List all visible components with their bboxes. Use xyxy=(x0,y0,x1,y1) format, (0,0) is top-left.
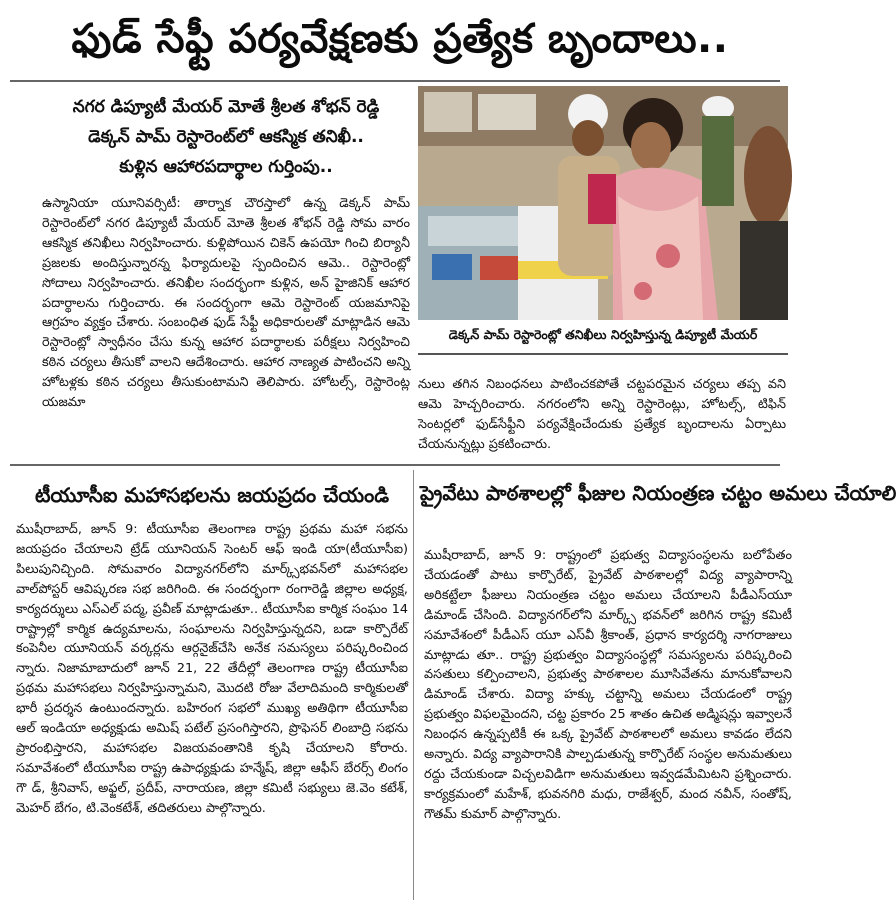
article2-body: ముషీరాబాద్, జూన్ 9: టీయూసీఐ తెలంగాణ రాష్ట్ర ప్రథమ మహా సభను జయప్రదం చేయాలని ట్రేడ్ యూనియన్ సెంటర్ ఆఫ్ ఇండి యా(టీయూసీఐ) పిలుపునిచ్చింది. సోమవారం విద్యానగర్‌లోని మార్క్స్‌భవన్‌లో మహాసభల వాల్‌పోస్టర్ ఆవిష్కరణ సభ జరిగింది. ఈ సందర్భంగా రంగారెడ్డి జిల్లాల అధ్యక్ష, కార్యదర్శులు ఎస్‌ఎల్ పద్మ, ప్రవీణ్ మాట్లాడుతూ.. టీయూసీఐ కార్మిక సంఘం 14 రాష్ట్రాల్లో కార్మిక ఉద్యమాలను, సంఘాలను నిర్వహిస్తున్నదని, బడా కార్పొరేట్ కంపెనీల యూనియన్ వర్కర్లను ఆర్గనైజ్‌చేసి అనేక సమస్యలు పరిష్కరించింద న్నారు. నిజామాబాదులో జూన్ 21, 22 తేదీల్లో తెలంగాణ రాష్ట్ర టీయూసీఐ ప్రథమ మహాసభలు నిర్వహిస్తున్నామని, మొదటి రోజు వేలాదిమంది కార్మికులతో భారీ ప్రదర్శన ఉంటుందన్నారు. బహిరంగ సభలో ముఖ్య అతిథిగా టీయూసీఐ ఆల్ ఇండియా అధ్యక్షుడు అమిష్ పటేల్ ప్రసంగిస్తారని, ప్రొఫెసర్ లింబాద్రి సభను ప్రారంభిస్తారని, మహాసభల విజయవంతానికి కృషి చేయాలని కోరారు. సమావేశంలో టీయూసీఐ రాష్ట్ర ఉపాధ్యక్షుడు హన్మేష్, జిల్లా ఆఫీస్ బేరర్స్ లింగం గౌ డ్, శ్రీనివాస్, అఫ్జల్, ప్రదీప్, నారాయణ, జిల్లా కమిటీ సభ్యులు జె.వెం కటేశ్, మెహర్ బేగం, టి.వెంకటేశ్, తదితరులు పాల్గొన్నారు. xyxy=(16,522,408,816)
photo-caption: డెక్కన్ పామ్ రెస్టారెంట్లో తనిఖీలు నిర్వహిస్తున్న డిప్యూటీ మేయర్ xyxy=(448,327,758,342)
column-divider xyxy=(413,470,414,900)
headline: ఫుడ్ సేఫ్టీ పర్యవేక్షణకు ప్రత్యేక బృందాలు.. xyxy=(71,16,729,62)
lead-body: ఉస్మానియా యూనివర్సిటీ: తార్నాక చౌరస్తాలో ఉన్న డెక్కన్ పామ్ రెస్టారెంట్‌లో నగర డిప్యూటీ మేయర్ మోతె శ్రీలత శోభన్ రెడ్డి సోమ వారం ఆకస్మిక తనిఖీలు నిర్వహించారు. కుళ్లిపోయిన చికెన్ ఉపయో గించి బిర్యానీ ప్రజలకు అందిస్తున్నారన్న ఫిర్యాదులపై స్పందించిన ఆమె.. రెస్టారెంట్లో సోదాలు నిర్వహించారు. తనిఖీల సందర్భంగా కుళ్లిన, అన్ హైజినిక్ ఆహార పదార్థాలను గుర్తించారు. ఈ సందర్భంగా ఆమె రెస్టారెంట్ యజమానిపై ఆగ్రహం వ్యక్తం చేశారు. సంబంధిత ఫుడ్ సేఫ్టీ అధికారులతో మాట్లాడిన ఆమె రెస్టారెంట్లో స్వాధీనం చేసు కున్న ఆహార పదార్థాలకు పరీక్షలు నిర్వహించి కఠిన చర్యలు తీసుకో వాలని ఆదేశించారు. ఆహార నాణ్యత పాటించని అన్ని హోటళ్లకు కఠిన చర్యలు తీసుకుంటామని తెలిపారు. హోటల్స్, రెస్టారెంట్ల యజమా xyxy=(42,196,410,411)
lead-photo xyxy=(418,86,788,320)
lead-subhead-2: డెక్కన్ పామ్ రెస్టారెంట్‌లో ఆకస్మిక తనిఖీ.. xyxy=(88,127,364,147)
deputy-mayor-inspection-photo xyxy=(418,86,788,320)
lead-subhead-1: నగర డిప్యూటీ మేయర్ మోతే శ్రీలత శోభన్ రెడ్డి xyxy=(72,97,380,117)
article3-title: ప్రైవేటు పాఠశాలల్లో ఫీజుల నియంత్రణ చట్టం అమలు చేయాలి xyxy=(420,481,896,505)
headline-rule xyxy=(10,80,780,82)
lead-subheads xyxy=(42,86,410,182)
lead-continuation: నులు తగిన నిబంధనలు పాటించకపోతే చట్టపరమైన చర్యలు తప్ప వని ఆమె హెచ్చరించారు. నగరంలోని అన్ని రెస్టారెంట్లు, హోటల్స్, టిఫిన్ సెంటర్లలో ఫుడ్‌సేఫ్టీని పర్యవేక్షించేందుకు ప్రత్యేక బృందాలను ఏర్పాటు చేయనున్నట్లు ప్రకటించారు. xyxy=(418,377,786,452)
article2-title: టీయూసీఐ మహాసభలను జయప్రదం చేయండి xyxy=(34,483,390,507)
article3-body: ముషీరాబాద్, జూన్ 9: రాష్ట్రంలో ప్రభుత్వ విద్యాసంస్థలను బలోపేతం చేయడంతో పాటు కార్పొరేట్, ప్రైవేట్ పాఠశాలల్లో విద్య వ్యాపారాన్ని అరికట్టేలా ఫీజులు నియంత్రణ చట్టం అమలు చేయాలని పీడీఎస్‌యూ డిమాండ్ చేసింది. విద్యానగర్‌లోని మార్క్స్ భవన్‌లో జరిగిన రాష్ట్ర కమిటీ సమావేశంలో పీడీఎస్ యూ ఎస్‌వీ శ్రీకాంత్, ప్రధాన కార్యదర్శి నాగరాజులు మాట్లాడు తూ.. రాష్ట్ర ప్రభుత్వం విద్యాసంస్థల్లో సమస్యలను పరిష్కరించి వసతులు కల్పించాలని, ప్రభుత్వ పాఠశాలల మూసివేతను మానుకోవాలని డిమాండ్ చేశారు. విద్యా హక్కు చట్టాన్ని అమలు చేయడంలో రాష్ట్ర ప్రభుత్వం విఫలమైందని, చట్ట ప్రకారం 25 శాతం ఉచిత అడ్మిషన్లు ఇవ్వాలనే నిబంధన ఉన్నప్పటికీ ఈ ఒక్క ప్రైవేట్ పాఠశాలలో అమలు కావడం లేదని అన్నారు. విద్య వ్యాపారానికి పాల్పడుతున్న కార్పొరేట్ సంస్థల అనుమతులు రద్దు చేయకుండా విచ్చలవిడిగా అనుమతులు ఇవ్వడమేమిటని ప్రశ్నించారు. కార్యక్రమంలో మహేశ్, భువనగిరి మధు, రాజేశ్వర్, మంద నవీన్, సంతోష్, గౌతమ్ కుమార్ పాల్గొన్నారు. xyxy=(424,548,792,822)
caption-rule xyxy=(418,353,788,355)
section-rule xyxy=(10,464,780,466)
lead-subhead-3: కుళ్లిన ఆహారపదార్థాల గుర్తింపు.. xyxy=(119,157,333,177)
